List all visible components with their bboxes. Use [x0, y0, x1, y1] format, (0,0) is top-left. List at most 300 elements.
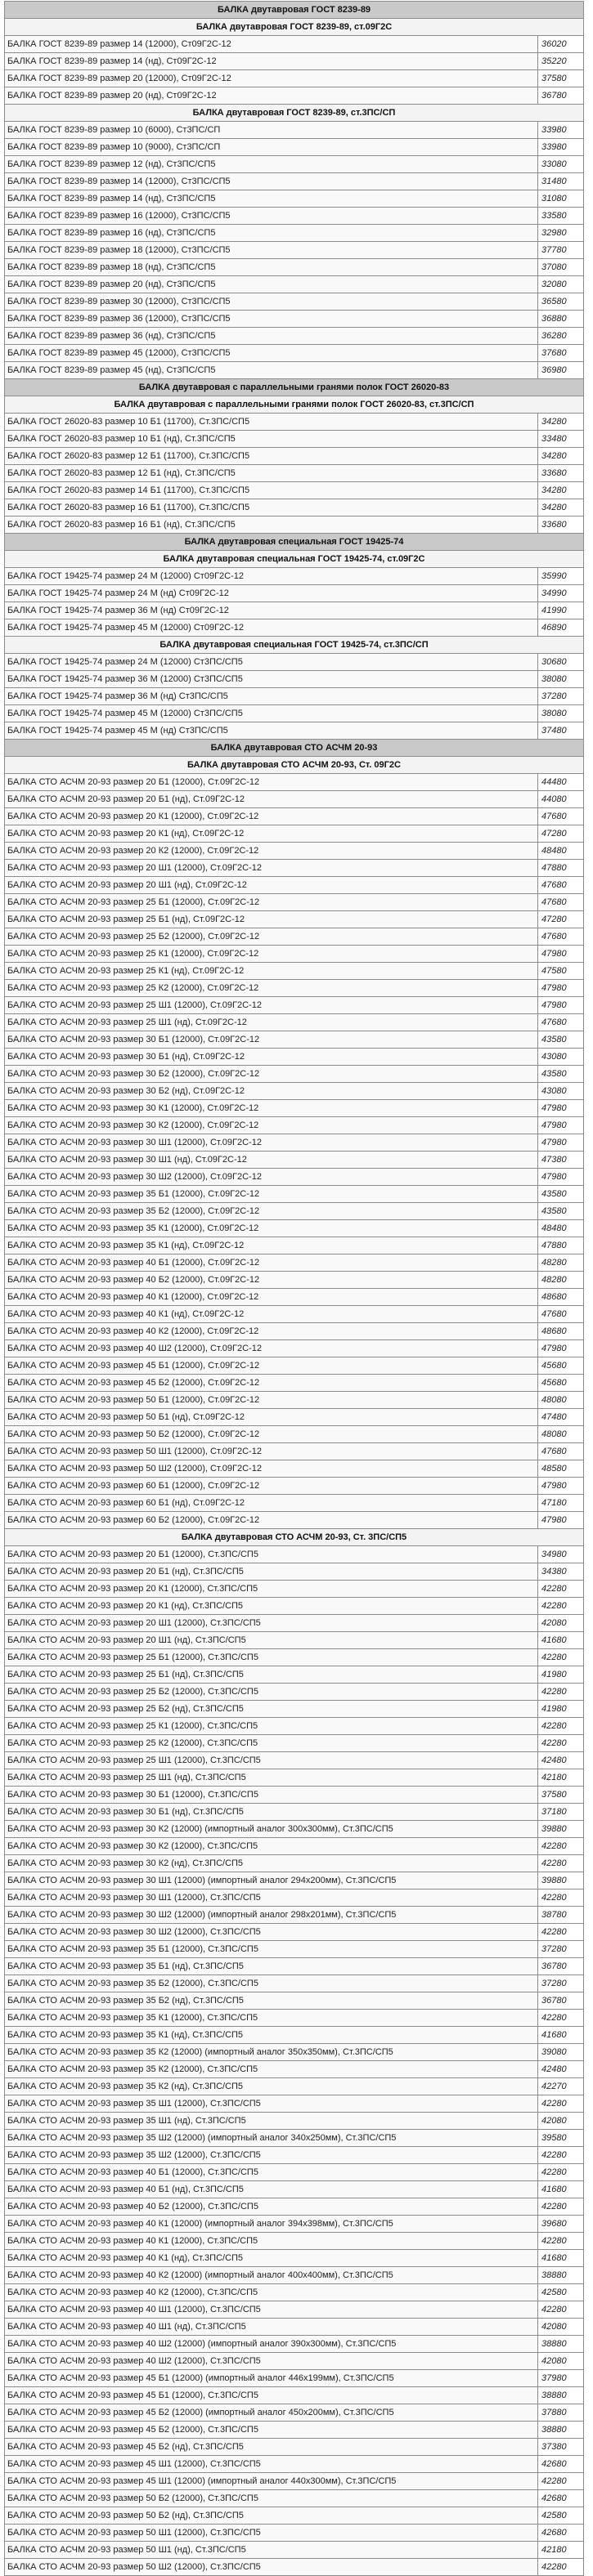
- product-price: 37580: [538, 70, 584, 87]
- product-price: 47980: [538, 1169, 584, 1186]
- product-price: 42280: [538, 1838, 584, 1855]
- product-name: БАЛКА СТО АСЧМ 20-93 размер 45 Б2 (12000), Ст.09Г2С-12: [5, 1375, 538, 1392]
- table-row: [5, 1958, 584, 1975]
- product-name: БАЛКА ГОСТ 26020-83 размер 12 Б1 (нд), Ст.3ПС/СП5: [5, 465, 538, 482]
- product-price: 47980: [538, 946, 584, 963]
- product-price: 38080: [538, 671, 584, 688]
- product-price: 43580: [538, 1203, 584, 1220]
- product-price: 48680: [538, 1323, 584, 1340]
- product-name: БАЛКА СТО АСЧМ 20-93 размер 40 Б1 (12000), Ст.3ПС/СП5: [5, 2164, 538, 2181]
- subsection-header: [5, 396, 584, 414]
- table-row: [5, 2301, 584, 2319]
- product-price: 34380: [538, 1563, 584, 1581]
- table-row: [5, 173, 584, 190]
- table-row: [5, 1769, 584, 1787]
- product-price: 34990: [538, 585, 584, 602]
- table-row: [5, 1804, 584, 1821]
- product-price: 33080: [538, 156, 584, 173]
- product-name: БАЛКА ГОСТ 19425-74 размер 36 М (12000) Ст3ПС/СП5: [5, 671, 538, 688]
- product-price: 37980: [538, 2370, 584, 2387]
- product-name: БАЛКА СТО АСЧМ 20-93 размер 35 Б1 (12000), Ст.3ПС/СП5: [5, 1941, 538, 1958]
- table-row: [5, 2198, 584, 2216]
- product-price: 42080: [538, 2353, 584, 2370]
- product-price: 47980: [538, 1134, 584, 1152]
- product-price: 31480: [538, 173, 584, 190]
- table-row: [5, 2078, 584, 2095]
- table-row: [5, 1460, 584, 1478]
- product-price: 43080: [538, 1049, 584, 1066]
- product-price: 37280: [538, 1941, 584, 1958]
- product-name: БАЛКА СТО АСЧМ 20-93 размер 50 Ш1 (12000), Ст.09Г2С-12: [5, 1443, 538, 1460]
- product-price: 48280: [538, 1272, 584, 1289]
- table-row: [5, 2559, 584, 2576]
- table-row: [5, 2250, 584, 2267]
- product-name: БАЛКА СТО АСЧМ 20-93 размер 40 Б1 (12000), Ст.09Г2С-12: [5, 1254, 538, 1272]
- product-price: 47680: [538, 894, 584, 911]
- product-price: 42280: [538, 2164, 584, 2181]
- product-price: 42280: [538, 1890, 584, 1907]
- product-name: БАЛКА СТО АСЧМ 20-93 размер 45 Б2 (12000), Ст.3ПС/СП5: [5, 2422, 538, 2439]
- product-name: БАЛКА СТО АСЧМ 20-93 размер 25 К1 (12000), Ст.09Г2С-12: [5, 946, 538, 963]
- product-price: 42280: [538, 2095, 584, 2113]
- table-row: [5, 2490, 584, 2507]
- table-row: [5, 2181, 584, 2198]
- product-name: БАЛКА СТО АСЧМ 20-93 размер 35 Б1 (12000), Ст.09Г2С-12: [5, 1186, 538, 1203]
- product-name: БАЛКА ГОСТ 26020-83 размер 10 Б1 (11700), Ст.3ПС/СП5: [5, 414, 538, 431]
- table-row: [5, 225, 584, 242]
- product-price: 42270: [538, 2078, 584, 2095]
- product-name: БАЛКА СТО АСЧМ 20-93 размер 50 Б2 (12000), Ст.09Г2С-12: [5, 1426, 538, 1443]
- product-price: 41680: [538, 2250, 584, 2267]
- table-row: [5, 688, 584, 705]
- product-name: БАЛКА СТО АСЧМ 20-93 размер 50 Б1 (нд), Ст.09Г2С-12: [5, 1409, 538, 1426]
- product-name: БАЛКА ГОСТ 26020-83 размер 16 Б1 (нд), Ст.3ПС/СП5: [5, 517, 538, 534]
- product-price: 42280: [538, 1924, 584, 1941]
- product-name: БАЛКА СТО АСЧМ 20-93 размер 25 К1 (12000), Ст.3ПС/СП5: [5, 1718, 538, 1735]
- product-name: БАЛКА СТО АСЧМ 20-93 размер 50 Ш1 (12000), Ст.3ПС/СП5: [5, 2525, 538, 2542]
- section-title: БАЛКА двутавровая СТО АСЧМ 20-93: [5, 740, 584, 757]
- product-name: БАЛКА СТО АСЧМ 20-93 размер 60 Б2 (12000), Ст.09Г2С-12: [5, 1512, 538, 1529]
- product-name: БАЛКА СТО АСЧМ 20-93 размер 30 Ш2 (12000), Ст.09Г2С-12: [5, 1169, 538, 1186]
- product-name: БАЛКА СТО АСЧМ 20-93 размер 20 Ш1 (12000), Ст.09Г2С-12: [5, 860, 538, 877]
- product-price: 37280: [538, 1975, 584, 1992]
- table-row: [5, 894, 584, 911]
- product-price: 36880: [538, 311, 584, 328]
- section-title: БАЛКА двутавровая с параллельными гранями полок ГОСТ 26020-83: [5, 379, 584, 396]
- product-name: БАЛКА СТО АСЧМ 20-93 размер 35 К2 (нд), Ст.3ПС/СП5: [5, 2078, 538, 2095]
- product-name: БАЛКА ГОСТ 8239-89 размер 20 (12000), Ст09Г2С-12: [5, 70, 538, 87]
- subsection-header: [5, 105, 584, 122]
- product-name: БАЛКА СТО АСЧМ 20-93 размер 30 Б2 (12000), Ст.09Г2С-12: [5, 1066, 538, 1083]
- product-name: БАЛКА СТО АСЧМ 20-93 размер 35 К1 (нд), Ст.3ПС/СП5: [5, 2027, 538, 2044]
- table-row: [5, 808, 584, 825]
- table-row: [5, 345, 584, 362]
- table-row: [5, 1735, 584, 1752]
- subsection-header: [5, 757, 584, 774]
- table-row: [5, 1787, 584, 1804]
- product-price: 42180: [538, 2542, 584, 2559]
- product-name: БАЛКА СТО АСЧМ 20-93 размер 30 Ш1 (12000), Ст.09Г2С-12: [5, 1134, 538, 1152]
- product-name: БАЛКА СТО АСЧМ 20-93 размер 30 К2 (12000), Ст.3ПС/СП5: [5, 1838, 538, 1855]
- table-row: [5, 1186, 584, 1203]
- table-row: [5, 1855, 584, 1872]
- product-price: 47280: [538, 825, 584, 843]
- product-name: БАЛКА СТО АСЧМ 20-93 размер 30 Б1 (12000), Ст.3ПС/СП5: [5, 1787, 538, 1804]
- subsection-title: БАЛКА двутавровая СТО АСЧМ 20-93, Ст. 09Г2С: [5, 757, 584, 774]
- product-price: 47580: [538, 963, 584, 980]
- table-row: [5, 2456, 584, 2473]
- product-name: БАЛКА СТО АСЧМ 20-93 размер 20 Ш1 (нд), Ст.09Г2С-12: [5, 877, 538, 894]
- product-price: 43580: [538, 1066, 584, 1083]
- table-row: [5, 465, 584, 482]
- product-price: 42480: [538, 2061, 584, 2078]
- product-name: БАЛКА ГОСТ 8239-89 размер 45 (нд), Ст3ПС/СП5: [5, 362, 538, 379]
- product-name: БАЛКА СТО АСЧМ 20-93 размер 40 К1 (нд), Ст.09Г2С-12: [5, 1306, 538, 1323]
- product-price: 32080: [538, 276, 584, 293]
- product-name: БАЛКА СТО АСЧМ 20-93 размер 30 К2 (12000), Ст.09Г2С-12: [5, 1117, 538, 1134]
- product-price: 37380: [538, 2439, 584, 2456]
- product-name: БАЛКА СТО АСЧМ 20-93 размер 30 К2 (12000) (импортный аналог 300x300мм), Ст.3ПС/СП5: [5, 1821, 538, 1838]
- table-row: [5, 1649, 584, 1666]
- product-name: БАЛКА СТО АСЧМ 20-93 размер 40 Ш2 (12000), Ст.09Г2С-12: [5, 1340, 538, 1357]
- table-row: [5, 1443, 584, 1460]
- table-row: [5, 1478, 584, 1495]
- subsection-title: БАЛКА двутавровая ГОСТ 8239-89, ст.3ПС/СП: [5, 105, 584, 122]
- product-price: 41980: [538, 1666, 584, 1684]
- table-row: [5, 1134, 584, 1152]
- product-name: БАЛКА СТО АСЧМ 20-93 размер 50 Ш2 (12000), Ст.09Г2С-12: [5, 1460, 538, 1478]
- table-row: [5, 1031, 584, 1049]
- table-row: [5, 1049, 584, 1066]
- product-name: БАЛКА ГОСТ 8239-89 размер 10 (9000), Ст3ПС/СП: [5, 139, 538, 156]
- product-price: 34280: [538, 448, 584, 465]
- subsection-header: [5, 637, 584, 654]
- product-price: 42280: [538, 1649, 584, 1666]
- product-price: 36580: [538, 293, 584, 311]
- product-name: БАЛКА СТО АСЧМ 20-93 размер 50 Ш2 (12000), Ст.3ПС/СП5: [5, 2559, 538, 2576]
- product-name: БАЛКА ГОСТ 8239-89 размер 45 (12000), Ст3ПС/СП5: [5, 345, 538, 362]
- subsection-title: БАЛКА двутавровая специальная ГОСТ 19425-74, ст.09Г2С: [5, 551, 584, 568]
- table-row: [5, 293, 584, 311]
- product-name: БАЛКА ГОСТ 8239-89 размер 10 (6000), Ст3ПС/СП: [5, 122, 538, 139]
- table-row: [5, 1203, 584, 1220]
- table-row: [5, 2113, 584, 2130]
- product-name: БАЛКА СТО АСЧМ 20-93 размер 25 Б1 (нд), Ст.09Г2С-12: [5, 911, 538, 928]
- product-price: 34280: [538, 414, 584, 431]
- product-price: 47980: [538, 1512, 584, 1529]
- table-row: [5, 242, 584, 259]
- product-name: БАЛКА СТО АСЧМ 20-93 размер 40 К2 (12000), Ст.3ПС/СП5: [5, 2284, 538, 2301]
- product-name: БАЛКА ГОСТ 8239-89 размер 36 (12000), Ст3ПС/СП5: [5, 311, 538, 328]
- table-row: [5, 1323, 584, 1340]
- table-row: [5, 1220, 584, 1237]
- table-row: [5, 1872, 584, 1890]
- table-row: [5, 1512, 584, 1529]
- product-price: 47980: [538, 980, 584, 997]
- product-price: 47980: [538, 1478, 584, 1495]
- product-name: БАЛКА СТО АСЧМ 20-93 размер 20 К1 (нд), Ст.3ПС/СП5: [5, 1598, 538, 1615]
- product-name: БАЛКА СТО АСЧМ 20-93 размер 40 К2 (12000) (импортный аналог 400x400мм), Ст.3ПС/СП5: [5, 2267, 538, 2284]
- table-row: [5, 414, 584, 431]
- product-name: БАЛКА СТО АСЧМ 20-93 размер 35 К2 (12000), Ст.3ПС/СП5: [5, 2061, 538, 2078]
- product-price: 36780: [538, 87, 584, 105]
- product-price: 34280: [538, 482, 584, 499]
- product-name: БАЛКА СТО АСЧМ 20-93 размер 25 Ш1 (нд), Ст.3ПС/СП5: [5, 1769, 538, 1787]
- table-row: [5, 1890, 584, 1907]
- product-name: БАЛКА СТО АСЧМ 20-93 размер 35 Ш2 (12000) (импортный аналог 340x250мм), Ст.3ПС/СП5: [5, 2130, 538, 2147]
- product-name: БАЛКА СТО АСЧМ 20-93 размер 25 Ш1 (12000), Ст.09Г2С-12: [5, 997, 538, 1014]
- table-row: [5, 2370, 584, 2387]
- product-price: 47880: [538, 860, 584, 877]
- table-row: [5, 619, 584, 637]
- table-row: [5, 774, 584, 791]
- product-name: БАЛКА СТО АСЧМ 20-93 размер 25 Ш1 (12000), Ст.3ПС/СП5: [5, 1752, 538, 1769]
- table-row: [5, 2422, 584, 2439]
- product-price: 42580: [538, 2284, 584, 2301]
- product-price: 45680: [538, 1357, 584, 1375]
- product-name: БАЛКА СТО АСЧМ 20-93 размер 30 Б1 (нд), Ст.09Г2С-12: [5, 1049, 538, 1066]
- product-price: 42280: [538, 1735, 584, 1752]
- table-row: [5, 1169, 584, 1186]
- product-price: 33980: [538, 122, 584, 139]
- table-row: [5, 911, 584, 928]
- table-row: [5, 156, 584, 173]
- product-price: 42680: [538, 2525, 584, 2542]
- table-row: [5, 431, 584, 448]
- table-row: [5, 70, 584, 87]
- product-price: 35990: [538, 568, 584, 585]
- table-row: [5, 2473, 584, 2490]
- product-name: БАЛКА СТО АСЧМ 20-93 размер 35 Б1 (нд), Ст.3ПС/СП5: [5, 1958, 538, 1975]
- product-price: 47680: [538, 1306, 584, 1323]
- product-price: 37780: [538, 242, 584, 259]
- table-row: [5, 122, 584, 139]
- product-price: 42280: [538, 2010, 584, 2027]
- table-row: [5, 1581, 584, 1598]
- product-price: 38880: [538, 2387, 584, 2404]
- product-price: 47980: [538, 1117, 584, 1134]
- product-price: 42080: [538, 1615, 584, 1632]
- product-price: 41680: [538, 2027, 584, 2044]
- table-row: [5, 705, 584, 722]
- product-name: БАЛКА ГОСТ 8239-89 размер 14 (12000), Ст09Г2С-12: [5, 36, 538, 53]
- product-name: БАЛКА СТО АСЧМ 20-93 размер 25 К1 (нд), Ст.09Г2С-12: [5, 963, 538, 980]
- product-name: БАЛКА СТО АСЧМ 20-93 размер 35 К1 (12000), Ст.09Г2С-12: [5, 1220, 538, 1237]
- product-name: БАЛКА ГОСТ 8239-89 размер 12 (нд), Ст3ПС/СП5: [5, 156, 538, 173]
- product-name: БАЛКА СТО АСЧМ 20-93 размер 20 К1 (нд), Ст.09Г2С-12: [5, 825, 538, 843]
- product-price: 33480: [538, 431, 584, 448]
- table-row: [5, 1357, 584, 1375]
- table-row: [5, 791, 584, 808]
- product-price: 38780: [538, 1907, 584, 1924]
- table-row: [5, 2284, 584, 2301]
- product-price: 39080: [538, 2044, 584, 2061]
- product-price: 42180: [538, 1769, 584, 1787]
- table-row: [5, 2525, 584, 2542]
- product-price: 47680: [538, 1443, 584, 1460]
- section-title: БАЛКА двутавровая специальная ГОСТ 19425-74: [5, 534, 584, 551]
- product-name: БАЛКА СТО АСЧМ 20-93 размер 40 Б1 (нд), Ст.3ПС/СП5: [5, 2181, 538, 2198]
- product-price: 41990: [538, 602, 584, 619]
- table-row: [5, 1100, 584, 1117]
- table-row: [5, 328, 584, 345]
- product-price: 39880: [538, 1821, 584, 1838]
- subsection-title: БАЛКА двутавровая с параллельными гранями полок ГОСТ 26020-83, ст.3ПС/СП: [5, 396, 584, 414]
- product-name: БАЛКА СТО АСЧМ 20-93 размер 30 К2 (нд), Ст.3ПС/СП5: [5, 1855, 538, 1872]
- product-name: БАЛКА СТО АСЧМ 20-93 размер 20 К1 (12000), Ст.09Г2С-12: [5, 808, 538, 825]
- product-price: 35220: [538, 53, 584, 70]
- product-name: БАЛКА СТО АСЧМ 20-93 размер 20 Б1 (12000), Ст.3ПС/СП5: [5, 1546, 538, 1563]
- subsection-header: [5, 551, 584, 568]
- product-name: БАЛКА СТО АСЧМ 20-93 размер 30 Ш1 (12000), Ст.3ПС/СП5: [5, 1890, 538, 1907]
- product-name: БАЛКА СТО АСЧМ 20-93 размер 25 Б2 (нд), Ст.3ПС/СП5: [5, 1701, 538, 1718]
- product-name: БАЛКА ГОСТ 19425-74 размер 36 М (нд) Ст3ПС/СП5: [5, 688, 538, 705]
- product-name: БАЛКА СТО АСЧМ 20-93 размер 30 Б1 (12000), Ст.09Г2С-12: [5, 1031, 538, 1049]
- product-name: БАЛКА СТО АСЧМ 20-93 размер 25 Б1 (12000), Ст.3ПС/СП5: [5, 1649, 538, 1666]
- product-price: 42280: [538, 2473, 584, 2490]
- product-name: БАЛКА СТО АСЧМ 20-93 размер 20 Ш1 (12000), Ст.3ПС/СП5: [5, 1615, 538, 1632]
- table-row: [5, 963, 584, 980]
- product-price: 43580: [538, 1186, 584, 1203]
- table-row: [5, 1992, 584, 2010]
- table-row: [5, 190, 584, 208]
- product-name: БАЛКА СТО АСЧМ 20-93 размер 35 Б2 (12000), Ст.09Г2С-12: [5, 1203, 538, 1220]
- product-name: БАЛКА СТО АСЧМ 20-93 размер 35 Б2 (12000), Ст.3ПС/СП5: [5, 1975, 538, 1992]
- table-row: [5, 87, 584, 105]
- product-price: 47480: [538, 1409, 584, 1426]
- product-name: БАЛКА СТО АСЧМ 20-93 размер 45 Б1 (12000) (импортный аналог 446x199мм), Ст.3ПС/СП5: [5, 2370, 538, 2387]
- table-row: [5, 568, 584, 585]
- product-price: 48280: [538, 1254, 584, 1272]
- product-name: БАЛКА СТО АСЧМ 20-93 размер 40 Б2 (12000), Ст.09Г2С-12: [5, 1272, 538, 1289]
- table-row: [5, 36, 584, 53]
- product-name: БАЛКА ГОСТ 8239-89 размер 14 (нд), Ст09Г2С-12: [5, 53, 538, 70]
- product-name: БАЛКА ГОСТ 19425-74 размер 24 М (12000) Ст3ПС/СП5: [5, 654, 538, 671]
- product-price: 41680: [538, 1632, 584, 1649]
- product-price: 33680: [538, 465, 584, 482]
- table-row: [5, 671, 584, 688]
- table-row: [5, 276, 584, 293]
- product-price: 42280: [538, 1684, 584, 1701]
- product-price: 47680: [538, 928, 584, 946]
- product-name: БАЛКА ГОСТ 8239-89 размер 18 (12000), Ст3ПС/СП5: [5, 242, 538, 259]
- product-name: БАЛКА СТО АСЧМ 20-93 размер 45 Б2 (12000) (импортный аналог 450x200мм), Ст.3ПС/СП5: [5, 2404, 538, 2422]
- table-row: [5, 139, 584, 156]
- product-price: 47880: [538, 1237, 584, 1254]
- subsection-header: [5, 1529, 584, 1546]
- product-name: БАЛКА СТО АСЧМ 20-93 размер 45 Ш1 (12000), Ст.3ПС/СП5: [5, 2456, 538, 2473]
- product-price: 37180: [538, 1804, 584, 1821]
- product-name: БАЛКА СТО АСЧМ 20-93 размер 35 Ш2 (12000), Ст.3ПС/СП5: [5, 2147, 538, 2164]
- table-row: [5, 877, 584, 894]
- product-price: 36780: [538, 1992, 584, 2010]
- table-row: [5, 2044, 584, 2061]
- table-row: [5, 1632, 584, 1649]
- product-price: 39580: [538, 2130, 584, 2147]
- price-table-body: [5, 2, 584, 2576]
- product-name: БАЛКА СТО АСЧМ 20-93 размер 40 К1 (12000), Ст.3ПС/СП5: [5, 2233, 538, 2250]
- table-row: [5, 1306, 584, 1323]
- product-name: БАЛКА СТО АСЧМ 20-93 размер 40 Ш2 (12000) (импортный аналог 390x300мм), Ст.3ПС/СП5: [5, 2336, 538, 2353]
- table-row: [5, 2061, 584, 2078]
- table-row: [5, 585, 584, 602]
- product-price: 47280: [538, 911, 584, 928]
- table-row: [5, 2010, 584, 2027]
- table-row: [5, 1546, 584, 1563]
- product-name: БАЛКА СТО АСЧМ 20-93 размер 20 К2 (12000), Ст.09Г2С-12: [5, 843, 538, 860]
- product-price: 38880: [538, 2422, 584, 2439]
- table-row: [5, 1924, 584, 1941]
- table-row: [5, 1409, 584, 1426]
- product-price: 36020: [538, 36, 584, 53]
- product-price: 44480: [538, 774, 584, 791]
- table-row: [5, 259, 584, 276]
- product-price: 48480: [538, 843, 584, 860]
- product-name: БАЛКА СТО АСЧМ 20-93 размер 35 Б2 (нд), Ст.3ПС/СП5: [5, 1992, 538, 2010]
- product-name: БАЛКА ГОСТ 8239-89 размер 30 (12000), Ст3ПС/СП5: [5, 293, 538, 311]
- product-price: 34980: [538, 1546, 584, 1563]
- product-name: БАЛКА СТО АСЧМ 20-93 размер 40 Б2 (12000), Ст.3ПС/СП5: [5, 2198, 538, 2216]
- product-name: БАЛКА СТО АСЧМ 20-93 размер 25 Ш1 (нд), Ст.09Г2С-12: [5, 1014, 538, 1031]
- table-row: [5, 722, 584, 740]
- product-price: 42080: [538, 2113, 584, 2130]
- product-name: БАЛКА СТО АСЧМ 20-93 размер 30 К1 (12000), Ст.09Г2С-12: [5, 1100, 538, 1117]
- product-price: 42280: [538, 1581, 584, 1598]
- table-row: [5, 1838, 584, 1855]
- product-name: БАЛКА ГОСТ 26020-83 размер 10 Б1 (нд), Ст.3ПС/СП5: [5, 431, 538, 448]
- product-name: БАЛКА СТО АСЧМ 20-93 размер 25 Б1 (12000), Ст.09Г2С-12: [5, 894, 538, 911]
- product-price: 42280: [538, 2147, 584, 2164]
- table-row: [5, 1254, 584, 1272]
- product-price: 36780: [538, 1958, 584, 1975]
- table-row: [5, 1615, 584, 1632]
- product-price: 47980: [538, 1100, 584, 1117]
- table-row: [5, 362, 584, 379]
- table-row: [5, 928, 584, 946]
- product-price: 47980: [538, 997, 584, 1014]
- table-row: [5, 2319, 584, 2336]
- table-row: [5, 946, 584, 963]
- table-row: [5, 53, 584, 70]
- product-price: 33680: [538, 517, 584, 534]
- table-row: [5, 2216, 584, 2233]
- product-price: 47680: [538, 877, 584, 894]
- table-row: [5, 1701, 584, 1718]
- product-price: 37280: [538, 688, 584, 705]
- product-name: БАЛКА СТО АСЧМ 20-93 размер 35 Ш1 (нд), Ст.3ПС/СП5: [5, 2113, 538, 2130]
- table-row: [5, 2507, 584, 2525]
- product-name: БАЛКА СТО АСЧМ 20-93 размер 35 Ш1 (12000), Ст.3ПС/СП5: [5, 2095, 538, 2113]
- product-price: 37580: [538, 1787, 584, 1804]
- table-row: [5, 2353, 584, 2370]
- product-price: 42580: [538, 2507, 584, 2525]
- subsection-title: БАЛКА двутавровая специальная ГОСТ 19425-74, ст.3ПС/СП: [5, 637, 584, 654]
- product-name: БАЛКА СТО АСЧМ 20-93 размер 20 К1 (12000), Ст.3ПС/СП5: [5, 1581, 538, 1598]
- product-name: БАЛКА СТО АСЧМ 20-93 размер 40 К2 (12000), Ст.09Г2С-12: [5, 1323, 538, 1340]
- product-name: БАЛКА СТО АСЧМ 20-93 размер 35 К1 (нд), Ст.09Г2С-12: [5, 1237, 538, 1254]
- product-name: БАЛКА ГОСТ 8239-89 размер 36 (нд), Ст3ПС/СП5: [5, 328, 538, 345]
- product-price: 48080: [538, 1426, 584, 1443]
- product-name: БАЛКА СТО АСЧМ 20-93 размер 20 Б1 (нд), Ст.09Г2С-12: [5, 791, 538, 808]
- product-name: БАЛКА СТО АСЧМ 20-93 размер 30 Ш1 (нд), Ст.09Г2С-12: [5, 1152, 538, 1169]
- table-row: [5, 2164, 584, 2181]
- product-price: 36280: [538, 328, 584, 345]
- table-row: [5, 1684, 584, 1701]
- table-row: [5, 2542, 584, 2559]
- product-price: 42280: [538, 1598, 584, 1615]
- product-price: 42280: [538, 2301, 584, 2319]
- table-row: [5, 1975, 584, 1992]
